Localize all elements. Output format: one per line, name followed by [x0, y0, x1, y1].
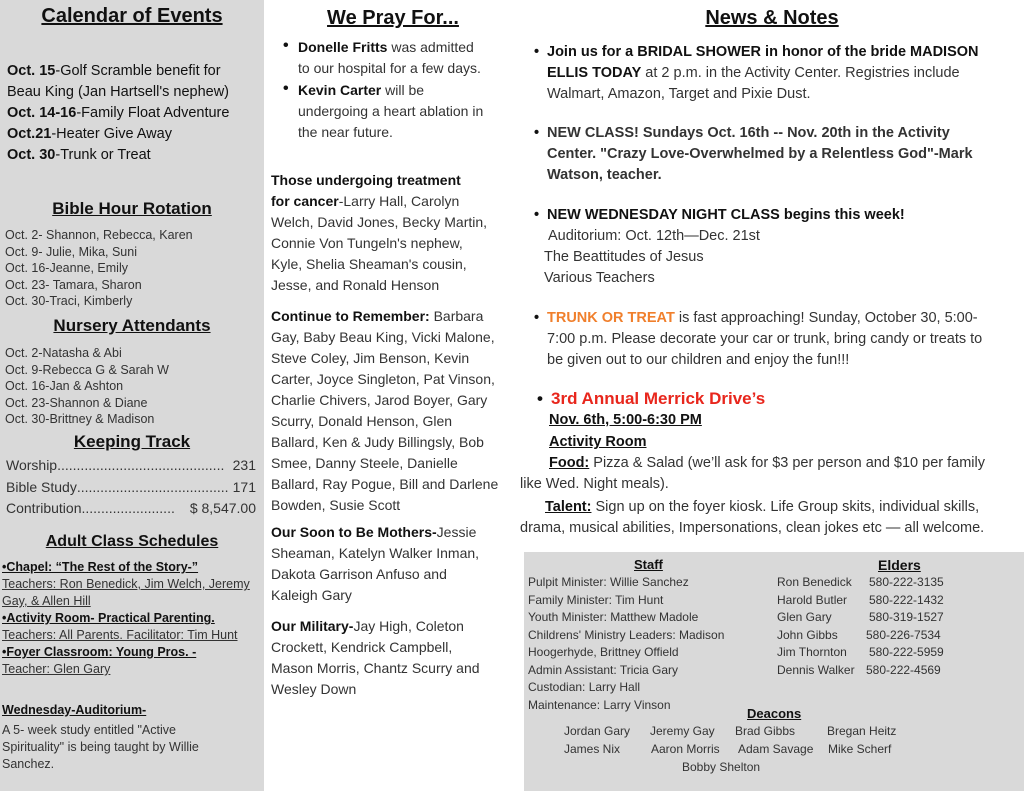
elder-row: John Gibbs 580-226-7534 — [777, 627, 941, 642]
news-line: Auditorium: Oct. 12th—Dec. 21st — [548, 228, 760, 244]
staff-line: Admin Assistant: Tricia Gary — [528, 662, 679, 677]
news-item-wednesday — [534, 205, 1024, 289]
section-line: Smee, Danny Steele, Danielle — [271, 455, 458, 471]
staff-line: Pulpit Minister: Willie Sanchez — [528, 575, 689, 589]
bullet-icon: • — [283, 80, 289, 97]
wednesday-class — [2, 702, 262, 773]
section-line: Ballard, Ken & Judy Billingsly, Bob — [271, 434, 484, 450]
news-title: News & Notes — [705, 7, 839, 29]
section-line: Kyle, Shelia Sheaman's cousin, — [271, 256, 467, 272]
table-row: Contribution ........................ $ 8,547.00 — [6, 500, 256, 516]
calendar-event: Oct. 15-Golf Scramble benefit for — [7, 63, 221, 79]
section-line: Gay, Baby Beau King, Vicki Malone, — [271, 329, 495, 345]
section-line: Scurry, Donald Henson, Glen — [271, 413, 453, 429]
class-teachers: Teachers: Ron Benedick, Jim Welch, Jeremy — [2, 577, 250, 591]
news-line: drama, musical abilities, Impersonations, clean jokes etc — all welcome. — [520, 520, 985, 536]
pray-title: We Pray For... — [327, 7, 459, 29]
section-line: Our Military-Jay High, Coleton — [271, 618, 464, 634]
section-line: Ballard, Ray Pogue, Bill and Darlene — [271, 476, 499, 492]
section-line: Sheaman, Katelyn Walker Inman, — [271, 545, 480, 561]
wednesday-line: Sanchez. — [2, 757, 55, 771]
staff-line: Youth Minister: Matthew Madole — [528, 610, 699, 624]
news-line: The Beattitudes of Jesus — [544, 249, 704, 265]
adult-classes-title: Adult Class Schedules — [45, 533, 219, 550]
bullet-icon: • — [283, 37, 289, 54]
staff-line: Family Minister: Tim Hunt — [528, 592, 664, 607]
section-line: Welch, David Jones, Becky Martin, — [271, 214, 488, 230]
news-line: NEW CLASS! Sundays Oct. 16th -- Nov. 20th in the Activity — [547, 125, 950, 141]
table-row: Worship ........................................... 231 — [6, 457, 256, 473]
class-teachers: Teacher: Glen Gary — [2, 662, 111, 676]
section-line: Continue to Remember: Barbara — [271, 308, 484, 324]
list-item: Oct. 16-Jan & Ashton — [5, 379, 124, 393]
pray-bullet — [283, 80, 518, 143]
staff-box: Staff Pulpit Minister: Willie Sanchez Family Minister: Tim Hunt Youth Minister: Matthew Madole Childrens' Ministry Leaders: Madison Hoogerhyde, Brittney Offield Admin Assistant: Tricia Gary Custodian: Larry Hall Maintenance: Larry Vinson Elders Ron Benedick 580-222-3135 Harold Butler 580-222-1432 Glen Gary 580-319-1527 John Gibbs 580-226-7534 Jim Thornton 580-222-5959 Dennis Walker 580-222-4569 Deacons Jordan Gary Jeremy Gay Brad Gibbs Bregan Heitz James Nix Aaron Morris Adam Savage Mike Scherf Bobby Shelton — [524, 552, 1024, 791]
list-item: Oct. 9- Julie, Mika, Suni — [5, 244, 137, 259]
list-item: Oct. 9-Rebecca G & Sarah W — [5, 362, 169, 377]
adult-classes-list — [2, 559, 262, 678]
staff-line: Childrens' Ministry Leaders: Madison — [528, 627, 725, 642]
pray-bullet-text: Kevin Carter will be undergoing a heart ablation in the near future. — [298, 82, 484, 140]
nursery-list — [5, 345, 169, 428]
deacons-title: Deacons — [747, 706, 802, 721]
news-line: Walmart, Amazon, Target and Pixie Dust. — [547, 86, 811, 102]
list-item: Oct. 16-Jeanne, Emily — [5, 261, 128, 275]
news-line: Center. "Crazy Love-Overwhelmed by a Relentless God"-Mark — [547, 146, 973, 162]
news-line: Food: Pizza & Salad (we’ll ask for $3 per person and $10 per family — [549, 455, 985, 471]
calendar-event: Oct. 30-Trunk or Treat — [7, 147, 151, 163]
nursery-title: Nursery Attendants — [53, 316, 211, 335]
table-row: Bible Study ....................................... 171 — [6, 478, 256, 495]
list-item: Oct. 30-Brittney & Madison — [5, 412, 155, 426]
bullet-icon: • — [537, 389, 543, 408]
calendar-event: Oct.21-Heater Give Away — [7, 126, 172, 142]
class-teachers: Teachers: All Parents. Facilitator: Tim Hunt — [2, 628, 238, 642]
left-column — [0, 0, 264, 791]
elder-row: Harold Butler 580-222-1432 — [777, 592, 944, 607]
news-item-new-class — [534, 123, 1024, 186]
merrick-title: 3rd Annual Merrick Drive’s — [551, 389, 766, 408]
bullet-icon: • — [534, 310, 540, 326]
news-line: like Wed. Night meals). — [520, 476, 669, 492]
calendar-event: Oct. 14-16-Family Float Adventure — [7, 105, 230, 121]
class-name: •Foyer Classroom: Young Pros. - — [2, 645, 197, 659]
staff-title: Staff — [634, 557, 663, 572]
bible-hour-title: Bible Hour Rotation — [52, 199, 212, 218]
staff-line: Hoogerhyde, Brittney Offield — [528, 645, 679, 659]
deacons-row: Bobby Shelton — [682, 760, 761, 774]
list-item: Oct. 30-Traci, Kimberly — [5, 294, 133, 308]
calendar-title: Calendar of Events — [41, 5, 223, 27]
pray-bullet-text: Donelle Fritts was admitted to our hospital for a few days. — [298, 39, 481, 76]
news-item-merrick — [520, 388, 1024, 539]
elder-row: Ron Benedick 580-222-3135 — [777, 575, 944, 589]
bullet-icon: • — [534, 44, 540, 60]
section-line: Connie Von Tungeln's nephew, — [271, 235, 463, 251]
staff-list — [528, 574, 724, 714]
news-line: ELLIS TODAY at 2 p.m. in the Activity Center. Registries include — [547, 65, 960, 81]
section-line: Our Soon to Be Mothers-Jessie — [271, 524, 477, 540]
list-item: Oct. 23-Shannon & Diane — [5, 395, 148, 410]
wednesday-line: Spirituality" is being taught by Willie — [2, 740, 199, 754]
pray-section-cancer — [271, 170, 517, 296]
section-line: for cancer-Larry Hall, Carolyn — [271, 193, 460, 209]
pray-section-mothers — [271, 522, 517, 606]
staff-line: Maintenance: Larry Vinson — [528, 697, 671, 712]
elder-row: Glen Gary 580-319-1527 — [777, 610, 944, 624]
section-line: Carter, Joyce Singleton, Pat Vinson, — [271, 371, 495, 387]
news-line: Various Teachers — [544, 270, 655, 286]
keeping-track-table — [6, 455, 256, 520]
class-name: •Chapel: “The Rest of the Story-” — [2, 560, 199, 574]
section-line: Steve Coley, Jim Benson, Kevin — [271, 350, 470, 366]
bible-hour-list — [5, 227, 193, 310]
news-line: Join us for a BRIDAL SHOWER in honor of the bride MADISON — [547, 44, 979, 60]
elders-list — [777, 574, 1022, 679]
elder-row: Dennis Walker 580-222-4569 — [777, 662, 941, 677]
section-line: Bowden, Susie Scott — [271, 497, 401, 513]
keeping-track-title: Keeping Track — [73, 432, 191, 451]
news-item-bridal — [534, 42, 1024, 105]
section-line: Jesse, and Ronald Henson — [271, 277, 440, 293]
news-line: NEW WEDNESDAY NIGHT CLASS begins this week! — [547, 207, 905, 223]
staff-line: Custodian: Larry Hall — [528, 680, 641, 694]
news-line: Watson, teacher. — [547, 167, 662, 183]
list-item: Oct. 23- Tamara, Sharon — [5, 277, 142, 292]
class-teachers: Gay, & Allen Hill — [2, 594, 91, 608]
news-line: Talent: Sign up on the foyer kiosk. Life Group skits, individual skills, — [545, 499, 980, 515]
calendar-event: Beau King (Jan Hartsell's nephew) — [7, 84, 229, 100]
section-line: Charlie Chivers, Jarod Boyer, Gary — [271, 392, 488, 408]
news-line: be given out to our children and enjoy the fun!!! — [547, 352, 850, 368]
section-line: Wesley Down — [271, 681, 357, 697]
news-item-trunk — [534, 308, 1024, 371]
pray-section-military — [271, 616, 517, 700]
section-line: Mason Morris, Chantz Scurry and — [271, 660, 480, 676]
wednesday-line: A 5- week study entitled "Active — [2, 723, 176, 737]
section-line: Crockett, Kendrick Campbell, — [271, 639, 453, 655]
bullet-icon: • — [534, 125, 540, 141]
news-line: 7:00 p.m. Please decorate your car or trunk, bring candy or treats to — [547, 331, 983, 347]
merrick-place: Activity Room — [549, 434, 647, 450]
wednesday-title: Wednesday-Auditorium- — [2, 703, 147, 717]
list-item: Oct. 2-Natasha & Abi — [5, 346, 122, 360]
bullet-icon: • — [534, 207, 540, 223]
news-line: TRUNK OR TREAT is fast approaching! Sunday, October 30, 5:00- — [547, 310, 978, 326]
list-item: Oct. 2- Shannon, Rebecca, Karen — [5, 228, 193, 242]
pray-bullet — [283, 37, 518, 79]
elder-row: Jim Thornton 580-222-5959 — [777, 645, 944, 659]
section-line: Kaleigh Gary — [271, 587, 352, 603]
elders-title: Elders — [878, 557, 921, 573]
calendar-events — [7, 61, 263, 166]
class-name: •Activity Room- Practical Parenting. — [2, 611, 215, 625]
section-line: Dakota Garrison Anfuso and — [271, 566, 447, 582]
section-line: Those undergoing treatment — [271, 172, 461, 188]
pray-section-remember — [271, 306, 517, 516]
merrick-date: Nov. 6th, 5:00-6:30 PM — [549, 412, 702, 428]
